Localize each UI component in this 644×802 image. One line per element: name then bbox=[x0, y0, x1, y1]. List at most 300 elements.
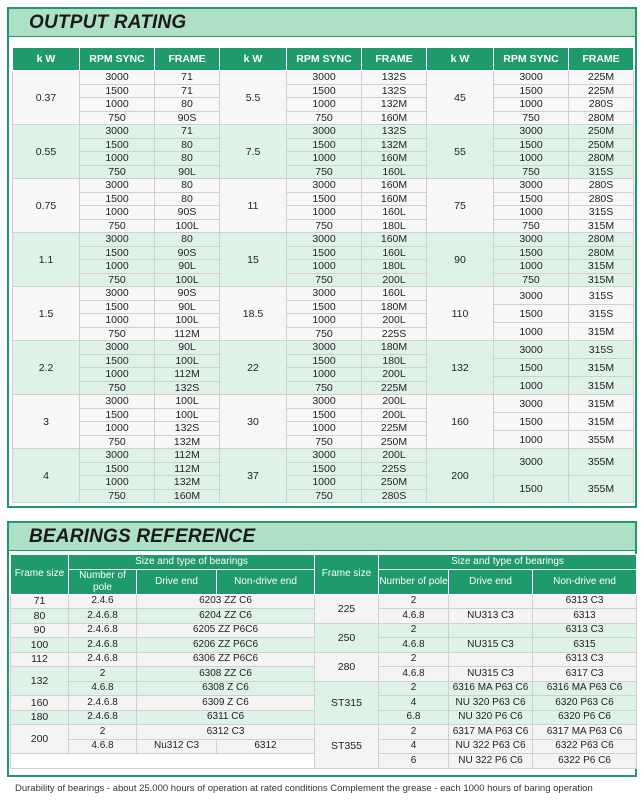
rpm-cell: 1000 bbox=[287, 152, 362, 166]
frame-cell: 250M bbox=[569, 125, 634, 139]
frame-cell: 80 bbox=[155, 179, 220, 193]
frame-cell: 100L bbox=[155, 408, 220, 422]
rpm-cell: 3000 bbox=[494, 287, 569, 305]
frame-cell: 250M bbox=[362, 435, 427, 449]
frame-size-cell: 71 bbox=[11, 594, 69, 609]
frame-cell: 315M bbox=[569, 273, 634, 287]
drive-end-cell: NU315 C3 bbox=[449, 638, 533, 653]
frame-size-cell: 180 bbox=[11, 710, 69, 725]
non-drive-end-cell: 6322 P63 C6 bbox=[533, 739, 637, 754]
non-drive-end-cell: 6317 C3 bbox=[533, 667, 637, 682]
bearing-type-cell: 6306 ZZ P6C6 bbox=[137, 652, 315, 667]
rpm-cell: 1000 bbox=[494, 323, 569, 341]
non-drive-end-cell: 6317 MA P63 C6 bbox=[533, 725, 637, 740]
non-drive-end-cell: 6320 P6 C6 bbox=[533, 710, 637, 725]
header-drive-end-2: Drive end bbox=[449, 569, 533, 594]
pole-cell: 2.4.6.8 bbox=[69, 609, 137, 624]
frame-cell: 225S bbox=[362, 462, 427, 476]
frame-cell: 160M bbox=[362, 152, 427, 166]
kw-cell: 45 bbox=[427, 71, 494, 125]
kw-cell: 22 bbox=[220, 341, 287, 395]
output-row bbox=[13, 273, 634, 278]
rpm-cell: 750 bbox=[287, 381, 362, 395]
rpm-cell: 1500 bbox=[80, 246, 155, 260]
frame-size-cell: 100 bbox=[11, 638, 69, 653]
rpm-cell: 3000 bbox=[287, 341, 362, 355]
rpm-cell: 1500 bbox=[287, 408, 362, 422]
header-kw-2: k W bbox=[220, 48, 287, 71]
frame-cell: 355M bbox=[569, 431, 634, 449]
frame-cell: 90L bbox=[155, 260, 220, 274]
output-row bbox=[13, 179, 634, 184]
rpm-cell: 1500 bbox=[494, 192, 569, 206]
rpm-cell: 750 bbox=[80, 489, 155, 503]
drive-end-cell: 6316 MA P63 C6 bbox=[449, 681, 533, 696]
frame-size-cell: 160 bbox=[11, 696, 69, 711]
kw-cell: 11 bbox=[220, 179, 287, 233]
rpm-cell: 3000 bbox=[80, 125, 155, 139]
frame-cell: 100L bbox=[155, 273, 220, 287]
bearing-type-cell: 6309 Z C6 bbox=[137, 696, 315, 711]
kw-cell: 0.75 bbox=[13, 179, 80, 233]
output-row bbox=[13, 395, 634, 400]
output-rating-header-row bbox=[13, 48, 634, 71]
rpm-cell: 1000 bbox=[287, 260, 362, 274]
frame-cell: 280S bbox=[362, 489, 427, 503]
header-number-of-pole: Number of pole bbox=[69, 569, 137, 594]
rpm-cell: 1000 bbox=[80, 422, 155, 436]
pole-cell: 2 bbox=[379, 623, 449, 638]
output-row bbox=[13, 192, 634, 197]
rpm-cell: 750 bbox=[494, 219, 569, 233]
rpm-cell: 750 bbox=[287, 273, 362, 287]
frame-size-cell: 200 bbox=[11, 725, 69, 754]
rpm-cell: 750 bbox=[287, 111, 362, 125]
frame-cell: 90S bbox=[155, 246, 220, 260]
frame-cell: 315M bbox=[569, 323, 634, 341]
frame-cell: 225M bbox=[569, 84, 634, 98]
rpm-cell: 1500 bbox=[80, 408, 155, 422]
rpm-cell: 3000 bbox=[494, 341, 569, 359]
rpm-cell: 1000 bbox=[80, 314, 155, 328]
header-kw-3: k W bbox=[427, 48, 494, 71]
rpm-cell: 3000 bbox=[80, 341, 155, 355]
output-row bbox=[13, 84, 634, 89]
pole-cell: 2.4.6.8 bbox=[69, 696, 137, 711]
frame-cell: 132S bbox=[362, 71, 427, 85]
pole-cell: 2 bbox=[69, 667, 137, 682]
header-non-drive-end-2: Non-drive end bbox=[533, 569, 637, 594]
frame-cell: 180L bbox=[362, 260, 427, 274]
header-rpm-3: RPM SYNC bbox=[494, 48, 569, 71]
frame-cell: 315S bbox=[569, 206, 634, 220]
rpm-cell: 3000 bbox=[494, 233, 569, 247]
frame-cell: 132S bbox=[155, 381, 220, 395]
frame-size-cell: 90 bbox=[11, 623, 69, 638]
bearing-type-cell: 6308 ZZ C6 bbox=[137, 667, 315, 682]
frame-cell: 225M bbox=[362, 422, 427, 436]
kw-cell: 0.55 bbox=[13, 125, 80, 179]
rpm-cell: 3000 bbox=[80, 233, 155, 247]
non-drive-end-cell: 6312 bbox=[217, 739, 315, 754]
header-frame-size-2: Frame size bbox=[315, 555, 379, 595]
rpm-cell: 1000 bbox=[494, 431, 569, 449]
bearing-row bbox=[11, 725, 637, 740]
frame-cell: 200L bbox=[362, 408, 427, 422]
pole-cell: 2 bbox=[379, 594, 449, 609]
frame-cell: 80 bbox=[155, 152, 220, 166]
pole-cell: 2.4.6.8 bbox=[69, 710, 137, 725]
frame-cell: 315S bbox=[569, 287, 634, 305]
rpm-cell: 3000 bbox=[287, 449, 362, 463]
output-row bbox=[13, 476, 634, 481]
frame-cell: 71 bbox=[155, 71, 220, 85]
frame-cell: 132S bbox=[362, 84, 427, 98]
rpm-cell: 750 bbox=[287, 435, 362, 449]
rpm-cell: 1500 bbox=[80, 138, 155, 152]
output-rating-table bbox=[12, 47, 634, 503]
frame-cell: 90L bbox=[155, 165, 220, 179]
output-row bbox=[13, 260, 634, 265]
rpm-cell: 750 bbox=[80, 381, 155, 395]
kw-cell: 132 bbox=[427, 341, 494, 395]
frame-cell: 315S bbox=[569, 341, 634, 359]
frame-cell: 132M bbox=[155, 435, 220, 449]
kw-cell: 90 bbox=[427, 233, 494, 287]
frame-cell: 180M bbox=[362, 341, 427, 355]
kw-cell: 0.37 bbox=[13, 71, 80, 125]
frame-cell: 132S bbox=[362, 125, 427, 139]
rpm-cell: 750 bbox=[287, 327, 362, 341]
rpm-cell: 1500 bbox=[287, 192, 362, 206]
bearings-panel bbox=[7, 521, 637, 777]
non-drive-end-cell: 6316 MA P63 C6 bbox=[533, 681, 637, 696]
frame-cell: 71 bbox=[155, 84, 220, 98]
drive-end-cell: Nu312 C3 bbox=[137, 739, 217, 754]
rpm-cell: 1000 bbox=[494, 260, 569, 274]
drive-end-cell bbox=[449, 623, 533, 638]
rpm-cell: 1500 bbox=[287, 462, 362, 476]
frame-cell: 160L bbox=[362, 246, 427, 260]
frame-cell: 160L bbox=[362, 287, 427, 301]
frame-cell: 280S bbox=[569, 192, 634, 206]
bearing-row bbox=[11, 652, 637, 667]
output-row bbox=[13, 449, 634, 454]
rpm-cell: 3000 bbox=[287, 287, 362, 301]
frame-cell: 180L bbox=[362, 219, 427, 233]
frame-cell: 225M bbox=[362, 381, 427, 395]
pole-cell: 2.4.6 bbox=[69, 594, 137, 609]
rpm-cell: 1500 bbox=[494, 138, 569, 152]
output-rating-panel bbox=[7, 7, 637, 508]
frame-cell: 280M bbox=[569, 111, 634, 125]
kw-cell: 30 bbox=[220, 395, 287, 449]
rpm-cell: 1000 bbox=[80, 206, 155, 220]
frame-cell: 315M bbox=[569, 377, 634, 395]
rpm-cell: 1500 bbox=[287, 300, 362, 314]
frame-cell: 132S bbox=[155, 422, 220, 436]
frame-cell: 200L bbox=[362, 449, 427, 463]
non-drive-end-cell: 6313 C3 bbox=[533, 594, 637, 609]
drive-end-cell: NU 320 P63 C6 bbox=[449, 696, 533, 711]
frame-cell: 200L bbox=[362, 314, 427, 328]
kw-cell: 110 bbox=[427, 287, 494, 341]
kw-cell: 37 bbox=[220, 449, 287, 503]
output-row bbox=[13, 138, 634, 143]
kw-cell: 4 bbox=[13, 449, 80, 503]
frame-cell: 100L bbox=[155, 395, 220, 409]
rpm-cell: 750 bbox=[494, 111, 569, 125]
rpm-cell: 3000 bbox=[287, 179, 362, 193]
bearing-type-cell: 6205 ZZ P6C6 bbox=[137, 623, 315, 638]
frame-cell: 100L bbox=[155, 219, 220, 233]
rpm-cell: 750 bbox=[494, 273, 569, 287]
frame-cell: 280M bbox=[569, 152, 634, 166]
pole-cell: 6.8 bbox=[379, 710, 449, 725]
rpm-cell: 750 bbox=[80, 111, 155, 125]
rpm-cell: 750 bbox=[287, 219, 362, 233]
bearing-type-cell: 6204 ZZ C6 bbox=[137, 609, 315, 624]
kw-cell: 2.2 bbox=[13, 341, 80, 395]
frame-cell: 250M bbox=[362, 476, 427, 490]
empty-cell bbox=[11, 754, 315, 769]
rpm-cell: 1000 bbox=[287, 422, 362, 436]
rpm-cell: 1500 bbox=[287, 84, 362, 98]
rpm-cell: 3000 bbox=[494, 179, 569, 193]
frame-size-cell: 132 bbox=[11, 667, 69, 696]
kw-cell: 200 bbox=[427, 449, 494, 503]
frame-cell: 160M bbox=[362, 192, 427, 206]
frame-cell: 112M bbox=[155, 462, 220, 476]
kw-cell: 5.5 bbox=[220, 71, 287, 125]
rpm-cell: 1000 bbox=[494, 377, 569, 395]
header-size-type-2: Size and type of bearings bbox=[379, 555, 637, 570]
rpm-cell: 3000 bbox=[494, 449, 569, 476]
frame-size-cell: 250 bbox=[315, 623, 379, 652]
pole-cell: 4 bbox=[379, 696, 449, 711]
pole-cell: 4.6.8 bbox=[69, 681, 137, 696]
bearing-row bbox=[11, 623, 637, 638]
header-number-of-pole-2: Number of pole bbox=[379, 569, 449, 594]
rpm-cell: 1000 bbox=[287, 368, 362, 382]
pole-cell: 4.6.8 bbox=[379, 638, 449, 653]
drive-end-cell bbox=[449, 594, 533, 609]
rpm-cell: 1500 bbox=[80, 300, 155, 314]
rpm-cell: 1000 bbox=[80, 260, 155, 274]
rpm-cell: 750 bbox=[287, 165, 362, 179]
rpm-cell: 1500 bbox=[494, 476, 569, 503]
output-row bbox=[13, 71, 634, 76]
output-row bbox=[13, 165, 634, 170]
frame-size-cell: 225 bbox=[315, 594, 379, 623]
non-drive-end-cell: 6322 P6 C6 bbox=[533, 754, 637, 769]
frame-cell: 160M bbox=[362, 111, 427, 125]
rpm-cell: 1500 bbox=[287, 354, 362, 368]
rpm-cell: 750 bbox=[80, 165, 155, 179]
frame-cell: 80 bbox=[155, 192, 220, 206]
rpm-cell: 1000 bbox=[287, 476, 362, 490]
rpm-cell: 3000 bbox=[494, 71, 569, 85]
pole-cell: 2 bbox=[379, 681, 449, 696]
rpm-cell: 3000 bbox=[80, 179, 155, 193]
frame-cell: 80 bbox=[155, 138, 220, 152]
frame-cell: 132M bbox=[362, 138, 427, 152]
rpm-cell: 1500 bbox=[494, 84, 569, 98]
drive-end-cell: NU315 C3 bbox=[449, 667, 533, 682]
pole-cell: 2.4.6.8 bbox=[69, 652, 137, 667]
frame-cell: 355M bbox=[569, 476, 634, 503]
frame-size-cell: 280 bbox=[315, 652, 379, 681]
rpm-cell: 750 bbox=[80, 219, 155, 233]
frame-cell: 160M bbox=[362, 179, 427, 193]
rpm-cell: 1000 bbox=[494, 152, 569, 166]
frame-cell: 315S bbox=[569, 305, 634, 323]
output-row bbox=[13, 233, 634, 238]
header-frame-size: Frame size bbox=[11, 555, 69, 595]
kw-cell: 55 bbox=[427, 125, 494, 179]
pole-cell: 2.4.6.8 bbox=[69, 638, 137, 653]
frame-cell: 112M bbox=[155, 368, 220, 382]
drive-end-cell: NU 322 P63 C6 bbox=[449, 739, 533, 754]
output-row bbox=[13, 98, 634, 103]
frame-cell: 80 bbox=[155, 233, 220, 247]
rpm-cell: 3000 bbox=[80, 71, 155, 85]
rpm-cell: 1000 bbox=[80, 368, 155, 382]
rpm-cell: 1500 bbox=[287, 246, 362, 260]
rpm-cell: 1000 bbox=[287, 206, 362, 220]
output-row bbox=[13, 206, 634, 211]
frame-cell: 315S bbox=[569, 165, 634, 179]
bearings-header-row-1 bbox=[11, 555, 637, 570]
rpm-cell: 3000 bbox=[287, 233, 362, 247]
frame-cell: 315M bbox=[569, 219, 634, 233]
rpm-cell: 750 bbox=[494, 165, 569, 179]
frame-cell: 100L bbox=[155, 314, 220, 328]
frame-size-cell: ST355 bbox=[315, 725, 379, 769]
non-drive-end-cell: 6320 P63 C6 bbox=[533, 696, 637, 711]
frame-cell: 160M bbox=[362, 233, 427, 247]
frame-cell: 180M bbox=[362, 300, 427, 314]
frame-cell: 200L bbox=[362, 395, 427, 409]
header-kw-1: k W bbox=[13, 48, 80, 71]
frame-cell: 132M bbox=[362, 98, 427, 112]
rpm-cell: 1500 bbox=[494, 359, 569, 377]
output-row bbox=[13, 219, 634, 224]
bearing-type-cell: 6206 ZZ P6C6 bbox=[137, 638, 315, 653]
rpm-cell: 1500 bbox=[80, 462, 155, 476]
non-drive-end-cell: 6313 bbox=[533, 609, 637, 624]
kw-cell: 1.5 bbox=[13, 287, 80, 341]
bearings-table bbox=[10, 554, 637, 769]
frame-cell: 280S bbox=[569, 179, 634, 193]
frame-size-cell: 80 bbox=[11, 609, 69, 624]
non-drive-end-cell: 6315 bbox=[533, 638, 637, 653]
bearing-row bbox=[11, 681, 637, 696]
frame-cell: 112M bbox=[155, 327, 220, 341]
output-row bbox=[13, 341, 634, 346]
header-frame-2: FRAME bbox=[362, 48, 427, 71]
rpm-cell: 1500 bbox=[287, 138, 362, 152]
frame-cell: 280S bbox=[569, 98, 634, 112]
frame-cell: 132M bbox=[155, 476, 220, 490]
rpm-cell: 1500 bbox=[80, 354, 155, 368]
frame-cell: 160L bbox=[362, 165, 427, 179]
rpm-cell: 1000 bbox=[494, 206, 569, 220]
frame-cell: 71 bbox=[155, 125, 220, 139]
output-rating-body bbox=[13, 71, 634, 503]
kw-cell: 3 bbox=[13, 395, 80, 449]
rpm-cell: 1000 bbox=[80, 476, 155, 490]
non-drive-end-cell: 6313 C3 bbox=[533, 652, 637, 667]
bearings-body bbox=[11, 594, 637, 768]
frame-cell: 225S bbox=[362, 327, 427, 341]
kw-cell: 18.5 bbox=[220, 287, 287, 341]
frame-cell: 160M bbox=[155, 489, 220, 503]
bearing-row bbox=[11, 594, 637, 609]
bearing-type-cell: 6308 Z C6 bbox=[137, 681, 315, 696]
frame-cell: 315M bbox=[569, 413, 634, 431]
rpm-cell: 3000 bbox=[287, 71, 362, 85]
bearing-type-cell: 6311 C6 bbox=[137, 710, 315, 725]
rpm-cell: 1000 bbox=[287, 98, 362, 112]
frame-cell: 315M bbox=[569, 260, 634, 274]
rpm-cell: 3000 bbox=[287, 395, 362, 409]
pole-cell: 4.6.8 bbox=[379, 667, 449, 682]
rpm-cell: 1500 bbox=[494, 413, 569, 431]
pole-cell: 2 bbox=[69, 725, 137, 740]
pole-cell: 2.4.6.8 bbox=[69, 623, 137, 638]
header-size-type: Size and type of bearings bbox=[69, 555, 315, 570]
rpm-cell: 1000 bbox=[287, 314, 362, 328]
rpm-cell: 3000 bbox=[80, 395, 155, 409]
frame-cell: 112M bbox=[155, 449, 220, 463]
rpm-cell: 3000 bbox=[287, 125, 362, 139]
bearing-type-cell: 6312 C3 bbox=[137, 725, 315, 740]
frame-cell: 100L bbox=[155, 354, 220, 368]
frame-cell: 90L bbox=[155, 300, 220, 314]
frame-cell: 90S bbox=[155, 287, 220, 301]
pole-cell: 2 bbox=[379, 725, 449, 740]
rpm-cell: 750 bbox=[80, 327, 155, 341]
frame-cell: 355M bbox=[569, 449, 634, 476]
frame-cell: 90L bbox=[155, 341, 220, 355]
frame-cell: 280M bbox=[569, 233, 634, 247]
frame-size-cell: ST315 bbox=[315, 681, 379, 725]
header-drive-end: Drive end bbox=[137, 569, 217, 594]
rpm-cell: 750 bbox=[80, 273, 155, 287]
output-row bbox=[13, 246, 634, 251]
output-rating-title: OUTPUT RATING bbox=[29, 11, 187, 33]
pole-cell: 6 bbox=[379, 754, 449, 769]
rpm-cell: 1500 bbox=[494, 246, 569, 260]
footer-note: Durability of bearings - about 25.000 hours of operation at rated conditions Complement the grease - each 1000 hours of baring operation bbox=[15, 783, 593, 794]
kw-cell: 7.5 bbox=[220, 125, 287, 179]
kw-cell: 75 bbox=[427, 179, 494, 233]
kw-cell: 1.1 bbox=[13, 233, 80, 287]
frame-cell: 250M bbox=[569, 138, 634, 152]
rpm-cell: 1000 bbox=[494, 98, 569, 112]
header-rpm-1: RPM SYNC bbox=[80, 48, 155, 71]
frame-cell: 315M bbox=[569, 359, 634, 377]
frame-cell: 180L bbox=[362, 354, 427, 368]
header-rpm-2: RPM SYNC bbox=[287, 48, 362, 71]
rpm-cell: 1000 bbox=[80, 98, 155, 112]
output-row bbox=[13, 111, 634, 116]
drive-end-cell: NU 322 P6 C6 bbox=[449, 754, 533, 769]
rpm-cell: 1500 bbox=[80, 84, 155, 98]
pole-cell: 4.6.8 bbox=[379, 609, 449, 624]
frame-size-cell: 112 bbox=[11, 652, 69, 667]
